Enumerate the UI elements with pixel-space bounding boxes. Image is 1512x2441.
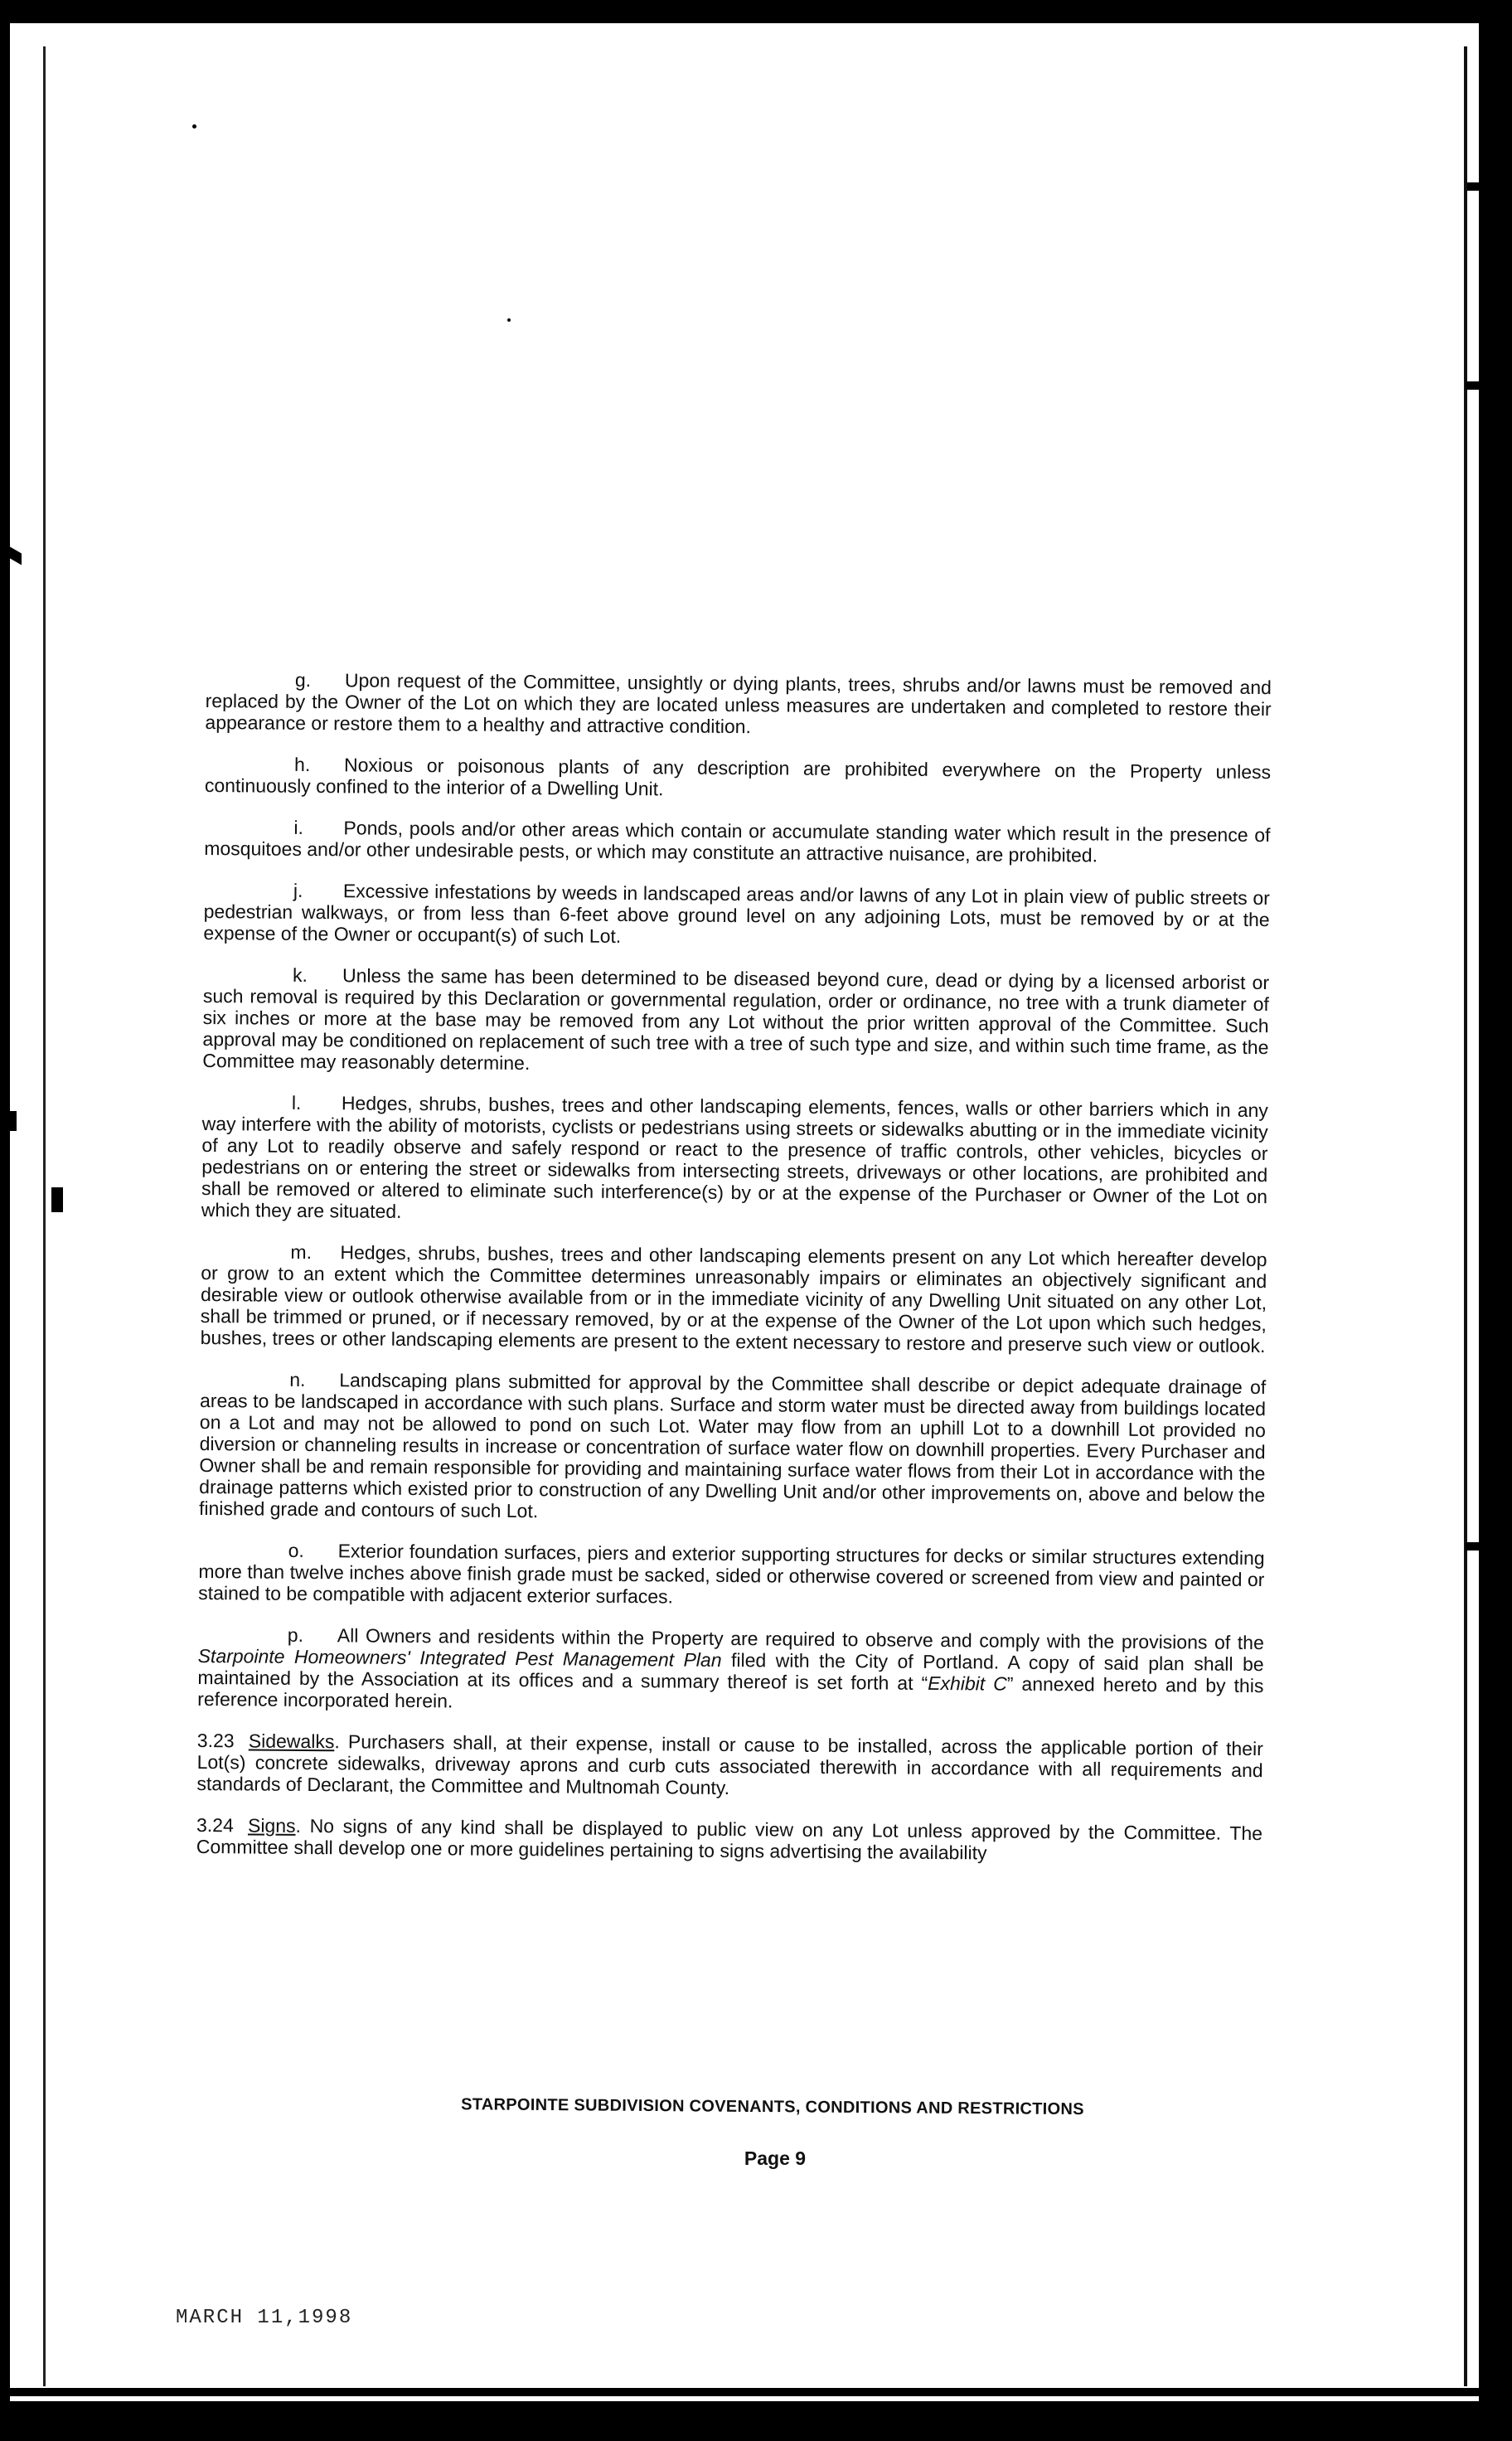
paragraph-m xyxy=(201,1240,1267,1356)
section-heading: Sidewalks xyxy=(248,1730,335,1753)
paragraph-text: Exterior foundation surfaces, piers and exterior supporting structures for decks or similar structures extending more than twelve inches above finish grade must be sacked, sided or otherwise covered or screened from view and painted or stained to be compatible with adjacent exterior surfaces. xyxy=(198,1540,1265,1608)
paragraph-label: o. xyxy=(288,1539,304,1561)
paragraph-text: Hedges, shrubs, bushes, trees and other landscaping elements, fences, walls or other barriers which in any way interfere with the ability of motorists, cyclists or pedestrians using streets or sidewalks abutting or in the immediate vicinity of any Lot to readily observe and safely respond or react to the presence of traffic controls, other vehicles, bicycles or pedestrians on or entering the street or sidewalks from intersecting streets, driveways or other locations, are prohibited and shall be removed or altered to eliminate such interference(s) by or at the expense of the Purchaser or Owner of the Lot on which they are situated. xyxy=(201,1092,1268,1222)
paragraph-text: Noxious or poisonous plants of any description are prohibited everywhere on the Property unless continuously confined to the interior of a Dwelling Unit. xyxy=(204,754,1272,800)
paragraph-label: j. xyxy=(293,879,303,901)
paragraph-text: Ponds, pools and/or other areas which contain or accumulate standing water which result in the presence of mosquitoes and/or other undesirable pests, or which may constitute an attractive nuisance, are prohibited. xyxy=(204,817,1271,866)
exhibit-ref: Exhibit C xyxy=(928,1672,1007,1695)
paragraph-text: Hedges, shrubs, bushes, trees and other landscaping elements present on any Lot which hereafter develop or grow to an extent which the Committee determines unreasonably impairs or eliminates an objectively significant and desirable view or outlook otherwise available from or in the immediate vicinity of any Dwelling Unit situated on any other Lot, shall be trimmed or pruned, or if necessary removed, by or at the expense of the Owner of the Lot upon which such hedges, bushes, trees or other landscaping elements are present to the extent necessary to restore and preserve such view or outlook. xyxy=(200,1241,1267,1357)
section-text: . No signs of any kind shall be displayed to public view on any Lot unless approved by the Committee. The Committee shall develop one or more guidelines pertaining to signs advertising the availability xyxy=(196,1814,1263,1864)
paragraph-label: p. xyxy=(287,1623,304,1646)
paragraph-g xyxy=(205,668,1272,741)
page-number-text: Page 9 xyxy=(744,2147,807,2169)
paragraph-j xyxy=(203,879,1270,952)
paragraph-text: filed with the City of Portland. A copy of said plan shall be maintained by the Association at its offices and a summary thereof is set forth at “ xyxy=(197,1648,1264,1694)
section-3-23 xyxy=(196,1730,1263,1803)
paragraph-text: All Owners and residents within the Property are required to observe and comply with the provisions of the xyxy=(337,1624,1264,1654)
footer-title-text: STARPOINTE SUBDIVISION COVENANTS, CONDITIONS AND RESTRICTIONS xyxy=(461,2095,1084,2119)
scan-edge-mark xyxy=(51,1187,63,1212)
scan-speck xyxy=(192,124,196,129)
section-heading: Signs xyxy=(247,1814,296,1837)
bottom-band xyxy=(10,2401,1479,2424)
paragraph-label: l. xyxy=(291,1091,302,1114)
paragraph-label: i. xyxy=(293,816,304,838)
paragraph-text: ” annexed hereto and by this reference incorporated herein. xyxy=(197,1672,1264,1712)
paragraph-n xyxy=(199,1368,1266,1527)
scan-speck xyxy=(507,318,511,322)
scan-edge-mark xyxy=(1466,1542,1479,1550)
scan-edge-mark xyxy=(1466,381,1479,390)
paragraph-text: Upon request of the Committee, unsightly or dying plants, trees, shrubs and/or lawns must be removed and replaced by the Owner of the Lot on which they are located unless measures are undertaken and completed to restore their appearance or restore them to a healthy and attractive condition. xyxy=(205,669,1272,738)
paragraph-k xyxy=(202,963,1269,1080)
paragraph-text: Landscaping plans submitted for approval by the Committee shall describe or depict adequate drainage of areas to be landscaped in accordance with such plans. Surface and storm water must be directed away from buildings located on a Lot and may not be allowed to pond on such Lot. Water may flow from an uphill Lot to a downhill Lot provided no diversion or channeling results in increase or concentration of surface water flow on downhill properties. Every Purchaser and Owner shall be and remain responsible for providing and maintaining surface water flows from their Lot in accordance with the drainage patterns which existed prior to construction of any Dwelling Unit and/or other improvements on, above and below the finished grade and contours of such Lot. xyxy=(198,1369,1267,1522)
plan-title: Starpointe Homeowners' Integrated Pest Management Plan xyxy=(197,1644,722,1671)
paragraph-text: Excessive infestations by weeds in landscaped areas and/or lawns of any Lot in plain view of public streets or pedestrian walkways, or from less than 6-feet above ground level on any adjoining Lots, must be removed by or at the expense of the Owner or occupant(s) of such Lot. xyxy=(203,880,1270,947)
scan-edge-mark xyxy=(0,1111,17,1131)
paragraph-i xyxy=(204,816,1270,867)
paragraph-label: k. xyxy=(292,963,308,986)
paragraph-text: Unless the same has been determined to be diseased beyond cure, dead or dying by a licensed arborist or such removal is required by this Declaration or governmental regulation, order or ordinance, no tree with a trunk diameter of six inches or more at the base may be removed from any Lot without the prior written approval of the Committee. Such approval may be conditioned on replacement of such tree with a tree of such type and size, and within such time frame, as the Committee may reasonably determine. xyxy=(202,964,1270,1075)
date-stamp: MARCH 11,1998 xyxy=(176,2307,353,2329)
document-body xyxy=(196,668,1272,1885)
section-3-24 xyxy=(196,1814,1262,1866)
page-number xyxy=(0,2147,1512,2170)
paragraph-p xyxy=(197,1623,1264,1718)
paragraph-label: h. xyxy=(293,753,311,775)
bottom-rule xyxy=(10,2388,1479,2396)
section-number: 3.23 xyxy=(196,1729,235,1752)
section-number: 3.24 xyxy=(196,1813,234,1837)
scan-edge-mark xyxy=(0,541,22,565)
paragraph-label: n. xyxy=(289,1368,306,1390)
paragraph-h xyxy=(205,753,1271,804)
paragraph-label: g. xyxy=(294,668,312,691)
paragraph-o xyxy=(198,1539,1265,1612)
section-text: . Purchasers shall, at their expense, install or cause to be installed, across the applicable portion of their Lot(s) concrete sidewalks, driveway aprons and curb cuts associated therewith in accordance with all requirements and standards of Declarant, the Committee and Multnomah County. xyxy=(196,1730,1263,1799)
scan-edge-mark xyxy=(1467,182,1479,191)
paragraph-l xyxy=(201,1091,1268,1229)
paragraph-label: m. xyxy=(290,1240,313,1264)
